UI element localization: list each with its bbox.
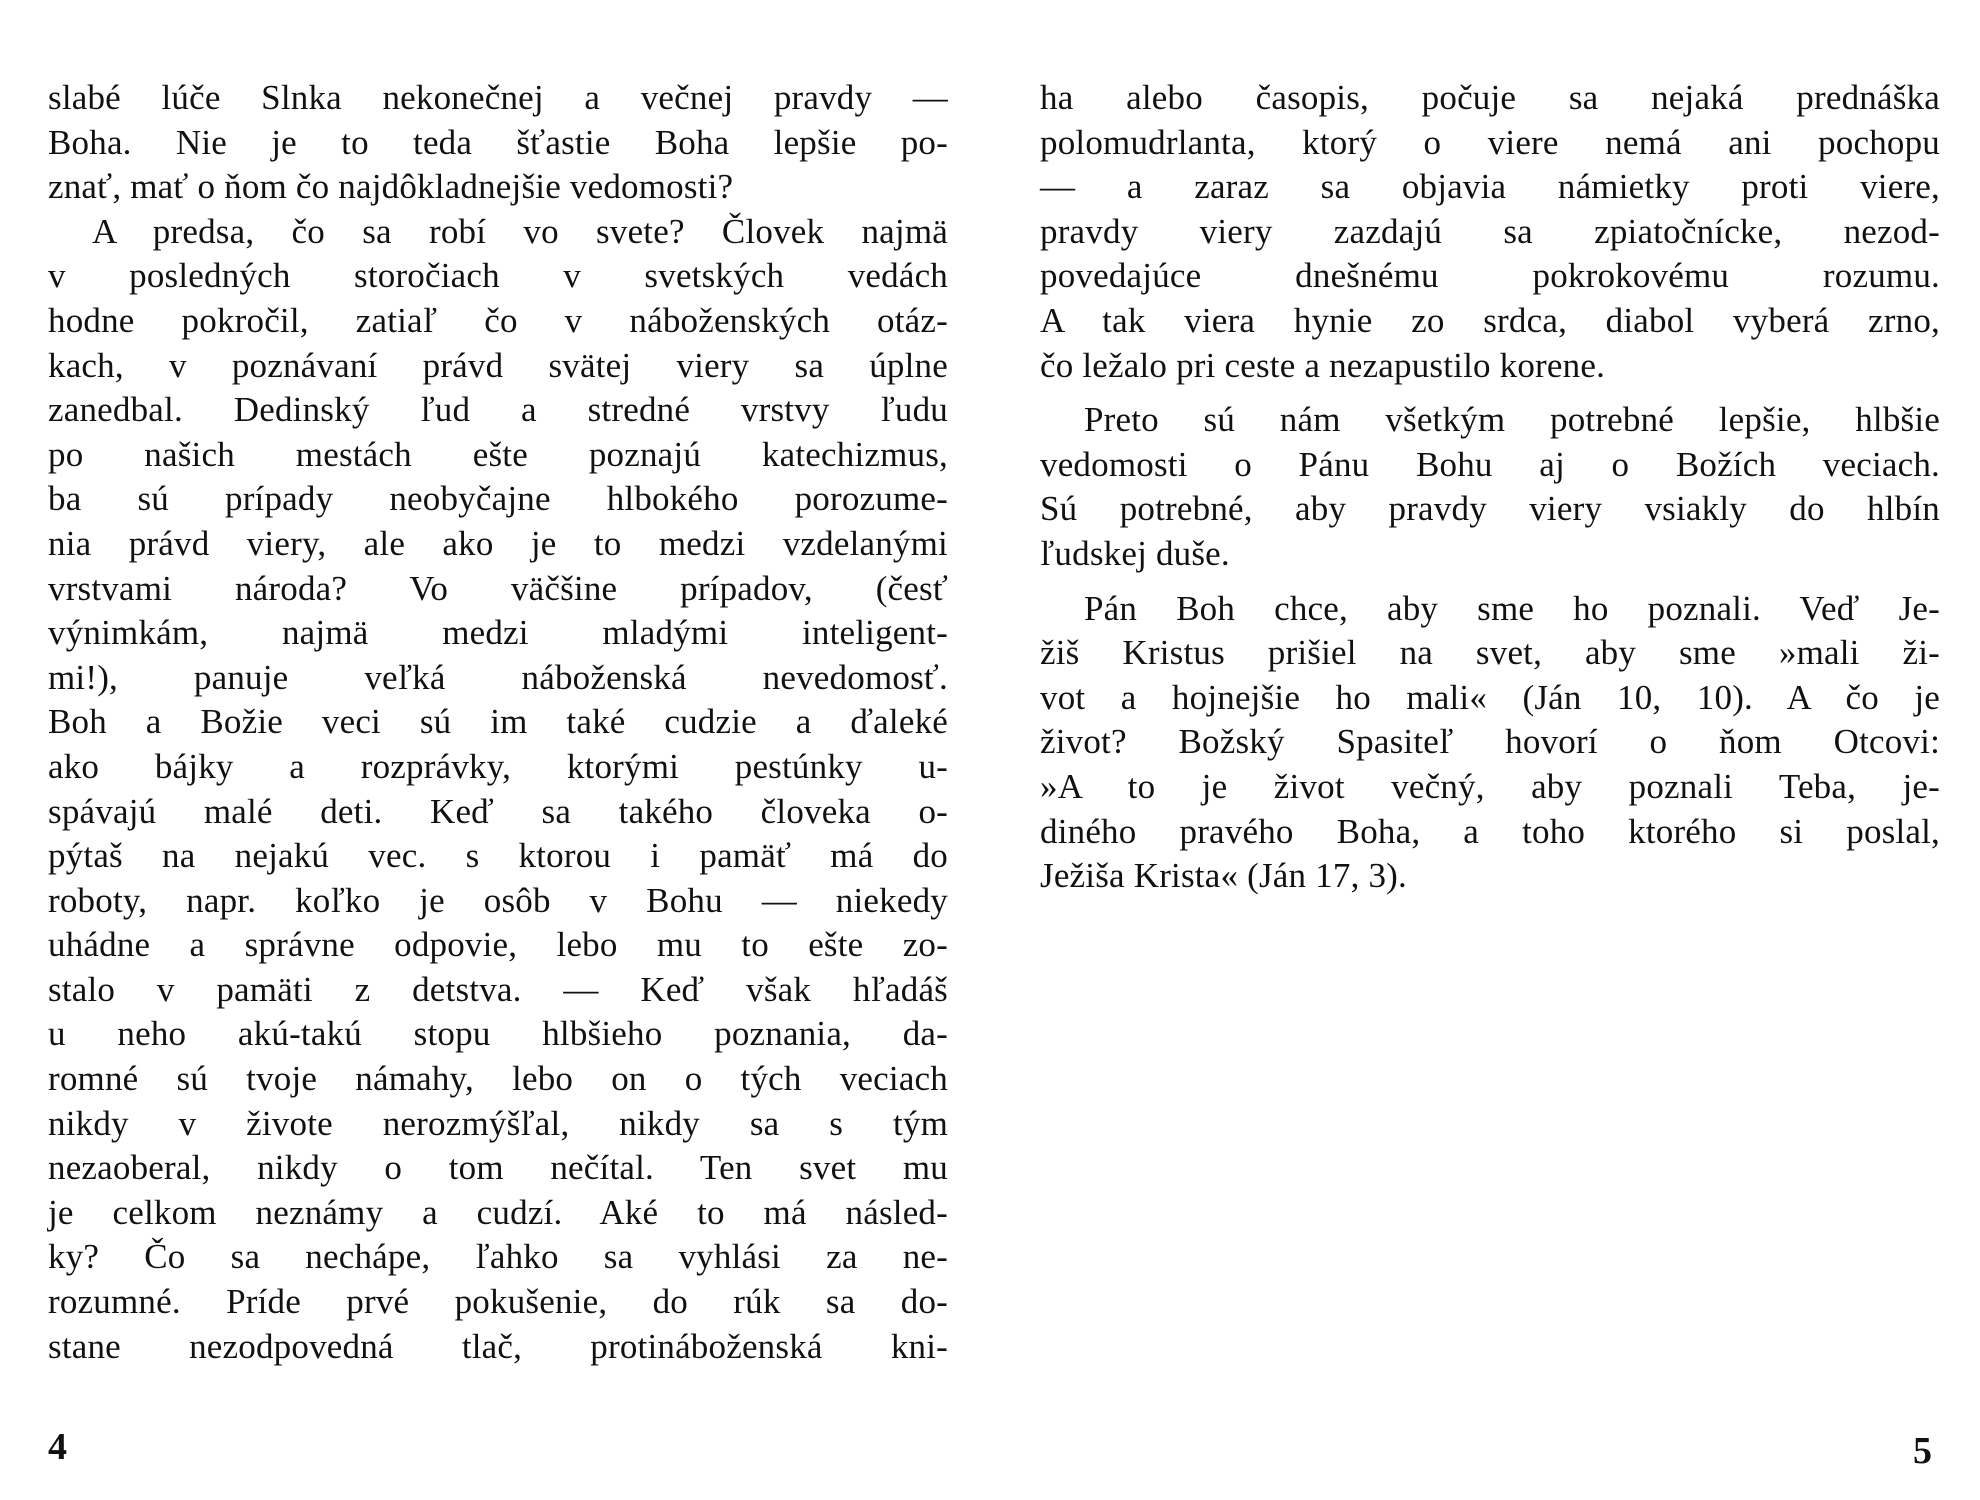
text-line: Sú potrebné, aby pravdy viery vsiakly do hlbín: [1040, 489, 1940, 529]
text-line: slabé lúče Slnka nekonečnej a večnej pravdy —: [48, 78, 948, 117]
text-line: výnimkám, najmä medzi mladými inteligent-: [48, 613, 948, 653]
text-line: romné sú tvoje námahy, lebo on o tých veciach: [48, 1059, 948, 1099]
text-line: u neho akú-takú stopu hlbšieho poznania, da-: [48, 1014, 948, 1054]
text-line: pýtaš na nejakú vec. s ktorou i pamäť má do: [48, 836, 948, 876]
text-line: Boha. Nie je to teda šťastie Boha lepšie po-: [48, 122, 948, 162]
text-line: ky? Čo sa nechápe, ľahko sa vyhlási za ne-: [48, 1237, 948, 1277]
text-line: kach, v poznávaní právd svätej viery sa úplne: [48, 345, 948, 385]
text-line: ba sú prípady neobyčajne hlbokého porozume-: [48, 479, 948, 519]
text-line: ha alebo časopis, počuje sa nejaká prednáška: [1040, 78, 1940, 117]
text-line: uhádne a správne odpovie, lebo mu to ešte zo-: [48, 925, 948, 965]
text-line: Pán Boh chce, aby sme ho poznali. Veď Je-: [1084, 588, 1940, 628]
text-line: mi!), panuje veľká náboženská nevedomosť.: [48, 657, 948, 697]
text-line: — a zaraz sa objavia námietky proti viere,: [1040, 167, 1940, 207]
right-page-number: 5: [1913, 1430, 1932, 1472]
text-line: žiš Kristus prišiel na svet, aby sme »mali ži-: [1040, 633, 1940, 673]
text-line: pravdy viery zazdajú sa zpiatočnícke, nezod-: [1040, 211, 1940, 251]
text-line: je celkom neznámy a cudzí. Aké to má násled-: [48, 1192, 948, 1232]
text-line: hodne pokročil, zatiaľ čo v náboženských otáz-: [48, 300, 948, 340]
text-line: vrstvami národa? Vo väčšine prípadov, (česť: [48, 568, 948, 608]
text-line: ľudskej duše.: [1040, 533, 1230, 573]
text-line: ako bájky a rozprávky, ktorými pestúnky u-: [48, 746, 948, 786]
text-line: rozumné. Príde prvé pokušenie, do rúk sa do-: [48, 1282, 948, 1322]
text-line: stalo v pamäti z detstva. — Keď však hľadáš: [48, 969, 948, 1009]
text-line: vot a hojnejšie ho mali« (Ján 10, 10). A čo je: [1040, 677, 1940, 717]
text-line: Ježiša Krista« (Ján 17, 3).: [1040, 856, 1407, 896]
text-line: »A to je život večný, aby poznali Teba, je-: [1040, 766, 1940, 806]
left-page-text-column: [48, 76, 948, 1369]
text-line: stane nezodpovedná tlač, protináboženská kni-: [48, 1326, 948, 1366]
text-line: A predsa, čo sa robí vo svete? Človek najmä: [92, 211, 948, 251]
text-line: polomudrlanta, ktorý o viere nemá ani pochopu: [1040, 122, 1940, 162]
text-line: spávajú malé deti. Keď sa takého človeka o-: [48, 791, 948, 831]
text-line: po našich mestách ešte poznajú katechizmus,: [48, 434, 948, 474]
text-line: vedomosti o Pánu Bohu aj o Božích veciach.: [1040, 444, 1940, 484]
text-line: znať, mať o ňom čo najdôkladnejšie vedomosti?: [48, 167, 734, 207]
text-line: nia právd viery, ale ako je to medzi vzdelanými: [48, 523, 948, 563]
right-page-text-column: [1040, 76, 1940, 899]
text-line: Boh a Božie veci sú im také cudzie a ďaleké: [48, 702, 948, 742]
text-line: život? Božský Spasiteľ hovorí o ňom Otcovi:: [1040, 722, 1940, 762]
text-line: roboty, napr. koľko je osôb v Bohu — niekedy: [48, 880, 948, 920]
text-line: nezaoberal, nikdy o tom nečítal. Ten svet mu: [48, 1148, 948, 1188]
right-page: [990, 0, 1980, 1500]
text-line: nikdy v živote nerozmýšľal, nikdy sa s tým: [48, 1103, 948, 1143]
left-page-number: 4: [48, 1426, 67, 1468]
text-line: A tak viera hynie zo srdca, diabol vyberá zrno,: [1040, 300, 1940, 340]
text-line: v posledných storočiach v svetských vedách: [48, 256, 948, 296]
text-line: čo ležalo pri ceste a nezapustilo korene.: [1040, 345, 1606, 385]
text-line: Preto sú nám všetkým potrebné lepšie, hlbšie: [1084, 400, 1940, 440]
text-line: povedajúce dnešnému pokrokovému rozumu.: [1040, 256, 1940, 296]
text-line: zanedbal. Dedinský ľud a stredné vrstvy ľudu: [48, 390, 948, 430]
text-line: diného pravého Boha, a toho ktorého si poslal,: [1040, 811, 1940, 851]
